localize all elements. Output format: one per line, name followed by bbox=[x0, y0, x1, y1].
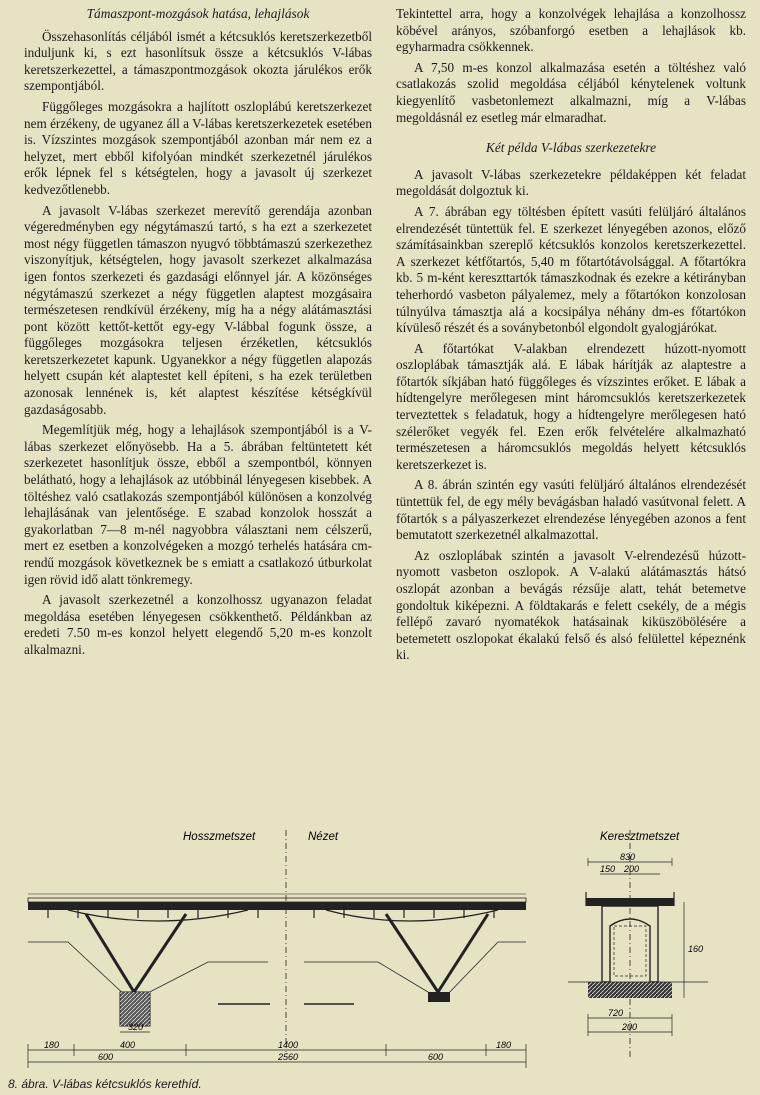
right-haunch bbox=[326, 910, 498, 921]
v-leg-right-1 bbox=[386, 914, 438, 992]
paragraph-continued: Tekintettel arra, hogy a konzolvégek lehajlása a konzolhossz köbével arányos, szóbanforgó esetben a lehajlások kb. egyharmadra csökkennek. bbox=[396, 6, 746, 55]
dim-600-right: 600 bbox=[428, 1052, 444, 1062]
v-leg-left-2 bbox=[134, 914, 186, 992]
ground-right bbox=[304, 962, 438, 998]
bridge-deck bbox=[28, 902, 526, 910]
dim-600: 600 bbox=[98, 1052, 114, 1062]
foundation-hatch bbox=[120, 992, 150, 1026]
paragraph: A főtartókat V-alakban elrendezett húzott-nyomott oszloplábak támasztják alá. E lábak hárítják az alaptestre a főtartók síkjában ható függőleges és vízszintes erőket. E lábak a hídtengelyre merőlegesen mint háromcsuklós keretszerkezetek terveztettek s feladatuk, hogy a hídtengelyre merőlegesen ható szélerőket vegyék fel. Ezen erők felvételére alkalmazható természetesen a háromcsuklós megoldás helyett kétcsuklós keretszerkezet is. bbox=[396, 340, 746, 472]
ground-left bbox=[138, 962, 268, 998]
paragraph: A 8. ábrán szintén egy vasúti felüljáró általános elrendezését tüntettük fel, de egy mély bevágásban haladó vasútvonal felett. A főtartók s a pályaszerkezet elrendezése lényegében azonos a fent bemutatott szerkezetnél alkalmazottal. bbox=[396, 477, 746, 543]
dim-400: 400 bbox=[120, 1040, 136, 1050]
paragraph: A javasolt V-lábas szerkezet merevítő gerendája azonban végeredményben egy négytámaszú tartó, s ha ezt a szerkezetet most négy független támaszon nyugvó többtámaszú szerkezethez viszonyítjuk, kétségtelen, hogy javasolt szerkezet alkalmazása igen fontos szerkezeti és gazdasági előnnyel jár. A közönséges négytámaszú szerkezet a négy független alaptest mozgásaira természetesen rendkívül érzékeny, míg ha a négy alátámasztási pont között kettőt-kettőt egy-egy V-lábbal fogunk össze, a függőleges mozgásokra teljesen érzéketlen, kétcsuklós keretszerkezetet kapunk. Ugyanekkor a négy független alapozás helyett csupán két alaptestet kell építeni, s ha ezek területben azonosak lennének is, két alaptest készítése kétségkívül gazdaságosabb. bbox=[24, 202, 372, 417]
paragraph: A javasolt V-lábas szerkezetekre példaképpen két feladat megoldását dolgoztuk ki. bbox=[396, 166, 746, 199]
dimension-lines bbox=[28, 1032, 526, 1068]
figure-caption: 8. ábra. V-lábas kétcsuklós kerethíd. bbox=[8, 1077, 202, 1091]
paragraph: Az oszloplábak szintén a javasolt V-elrendezésű húzott-nyomott vasbeton oszlopok. A V-alakú alátámasztás hátsó oszlopát azonban a bevágás rézsűje alatt, tehát betemetve gondoltuk kiképezni. A földtakarás e felett csekély, de a mégis fellépő zavaró nyomatékok hatásainak kiküszöbölésére a betemetett oszlopokat ékalakú felső és alsó felülettel képeznénk ki. bbox=[396, 547, 746, 663]
label-longitudinal: Hosszmetszet bbox=[183, 831, 256, 843]
deck-railing bbox=[28, 898, 526, 902]
section-heading-support-movement: Támaszpont-mozgások hatása, lehajlások bbox=[86, 6, 310, 21]
left-column bbox=[24, 6, 372, 663]
bridge-drawing-svg bbox=[8, 822, 752, 1074]
dim-830: 830 bbox=[620, 852, 636, 862]
v-leg-left-1 bbox=[86, 914, 134, 992]
paragraph: A 7,50 m-es konzol alkalmazása esetén a töltéshez való csatlakozás szolid megoldása céljából kénytelenek voltunk kiegyenlítő vasbetonlemezt alkalmazni, míg a V-lábas megoldásnál ez esetleg már elmaradhat. bbox=[396, 59, 746, 125]
embankment-left bbox=[28, 942, 128, 998]
paragraph: Függőleges mozgásokra a hajlított oszloplábú keretszerkezet nem érzékeny, de ugyanez áll a V-lábas keretszerkezetek esetében is. Vízszintes mozgások szempontjából azonban már nem ez a helyzet, mert ebből kifolyóan mindkét szerkezetnél járulékos erők lépnek fel s kétségtelen, hogy a javasolt új szerkezet kedvezőtlenebb. bbox=[24, 98, 372, 197]
cross-beams bbox=[48, 910, 494, 918]
dim-1400: 1400 bbox=[278, 1040, 299, 1050]
dim-720: 720 bbox=[608, 1008, 624, 1018]
label-view: Nézet bbox=[308, 831, 339, 843]
dim-150: 150 bbox=[600, 864, 616, 874]
dim-200: 200 bbox=[624, 864, 640, 874]
dim-320: 320 bbox=[128, 1022, 144, 1032]
left-haunch bbox=[68, 910, 248, 921]
dim-160: 160 bbox=[688, 944, 704, 954]
v-leg-right-2 bbox=[438, 914, 488, 992]
dim-200-bottom: 200 bbox=[622, 1022, 638, 1032]
cross-deck bbox=[586, 898, 674, 906]
dim-2560: 2560 bbox=[278, 1052, 299, 1062]
paragraph: A 7. ábrában egy töltésben épített vasúti felüljáró általános elrendezését tüntettük fel. E szerkezet lényegében azonos, előző számításainkban szereplő kétcsuklós konzolos keretszerkezettel. A szerkezet kétfőtartós, 5,40 m főtartótávolsággal. A főtartókra kb. 5 m-ként kereszttartók támaszkodnak és ezekre a kétirányban teherhordó vasbeton pályalemez, mely a főtartókon konzolosan túlnyúlva támasztja alá a kocsipálya néhány dm-es főtartókon kívüleső részét és a soványbetonból elgondolt gyalogjárókat. bbox=[396, 203, 746, 336]
paragraph: Megemlítjük még, hogy a lehajlások szempontjából is a V-lábas szerkezet előnyösebb. Ha a 5. ábrában feltüntetett két szerkezetet hasonlítjuk össze, ebből a szempontból, könnyen belátható, hogy a lehajlások az utóbbinál lényegesen kisebbek. A töltéshez való csatlakozás szempontjából különösen a konzolvég lehajlásának van jelentősége. E szabad konzolok hosszát a gyakorlatban 7—8 m-nél nagyobbra választani nem célszerű, mert ez esetben a konzolvégeken a mozgó terhelés hatására cm-rendű mozgások következnek be s emiatt a csatlakozó útburkolat igen rövid idő alatt tönkremegy. bbox=[24, 422, 372, 587]
paragraph: A javasolt szerkezetnél a konzolhossz ugyanazon feladat megoldása esetében lényegesen csökkenthető. Példánkban az eredeti 7.50 m-es konzol helyett elegendő 5,20 m-es konzolt alkalmazni. bbox=[24, 592, 372, 657]
right-column bbox=[396, 6, 746, 668]
foundation-right bbox=[428, 992, 450, 1002]
dim-180-right: 180 bbox=[496, 1040, 512, 1050]
label-cross-section: Keresztmetszet bbox=[600, 831, 680, 843]
paragraph: Összehasonlítás céljából ismét a kétcsuklós keretszerkezetből induljunk ki, s ezt hasonlítsuk össze a kétcsuklós V-lábas keretszerkezettel, a támaszpontmozgások okozta járulékos erők szempontjából. bbox=[24, 28, 372, 94]
section-heading-two-examples: Két példa V-lábas szerkezetekre bbox=[485, 140, 657, 156]
embankment-right bbox=[444, 942, 526, 998]
figure-8-bridge-drawing bbox=[8, 822, 752, 1074]
dim-180-left: 180 bbox=[44, 1040, 60, 1050]
